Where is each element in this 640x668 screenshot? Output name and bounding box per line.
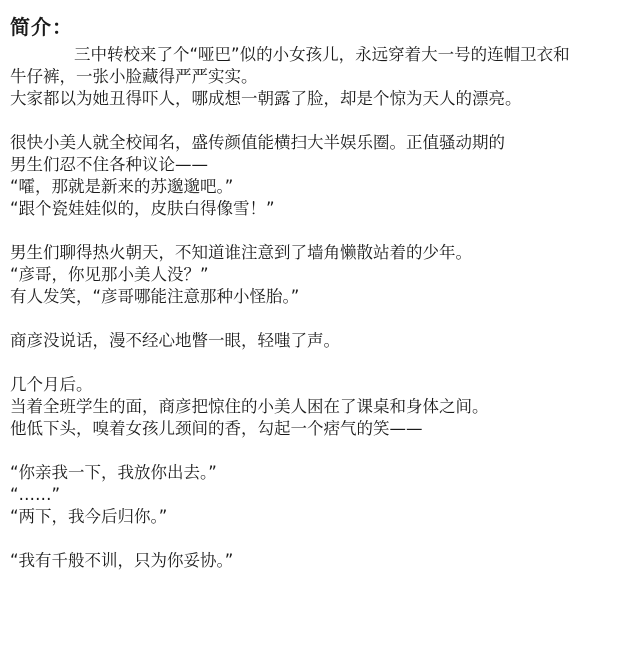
text-line: “……” bbox=[10, 485, 61, 504]
text-line: 牛仔裤，一张小脸藏得严严实实。 bbox=[10, 67, 258, 86]
synopsis-body bbox=[10, 44, 626, 572]
text-line: “跟个瓷娃娃似的，皮肤白得像雪！” bbox=[10, 199, 275, 218]
synopsis-title: 简介： bbox=[10, 15, 73, 39]
text-line: “我有千般不训，只为你妥协。” bbox=[10, 551, 234, 570]
text-line: 男生们忍不住各种议论—— bbox=[10, 155, 208, 174]
paragraph-3 bbox=[10, 242, 626, 308]
text-line: “两下，我今后归你。” bbox=[10, 507, 168, 526]
text-line: 大家都以为她丑得吓人，哪成想一朝露了脸，却是个惊为天人的漂亮。 bbox=[10, 89, 522, 108]
text-line: 很快小美人就全校闻名，盛传颜值能横扫大半娱乐圈。正值骚动期的 bbox=[10, 133, 505, 152]
paragraph-2 bbox=[10, 132, 626, 220]
text-line: 有人发笑，“彦哥哪能注意那种小怪胎。” bbox=[10, 287, 300, 306]
text-line: 三中转校来了个“哑巴”似的小女孩儿，永远穿着大一号的连帽卫衣和 bbox=[74, 45, 570, 64]
paragraph-7 bbox=[10, 550, 626, 572]
text-line: “彦哥，你见那小美人没？” bbox=[10, 265, 209, 284]
text-line: 男生们聊得热火朝天，不知道谁注意到了墙角懒散站着的少年。 bbox=[10, 243, 472, 262]
paragraph-1 bbox=[10, 44, 626, 110]
paragraph-5 bbox=[10, 374, 626, 440]
text-line: 商彦没说话，漫不经心地瞥一眼，轻嗤了声。 bbox=[10, 331, 340, 350]
text-line: 几个月后。 bbox=[10, 375, 93, 394]
text-line: “嚯，那就是新来的苏邈邈吧。” bbox=[10, 177, 234, 196]
text-line: 当着全班学生的面，商彦把惊住的小美人困在了课桌和身体之间。 bbox=[10, 397, 489, 416]
paragraph-6 bbox=[10, 462, 626, 528]
text-line: 他低下头，嗅着女孩儿颈间的香，勾起一个痞气的笑—— bbox=[10, 419, 423, 438]
paragraph-4 bbox=[10, 330, 626, 352]
text-line: “你亲我一下，我放你出去。” bbox=[10, 463, 217, 482]
